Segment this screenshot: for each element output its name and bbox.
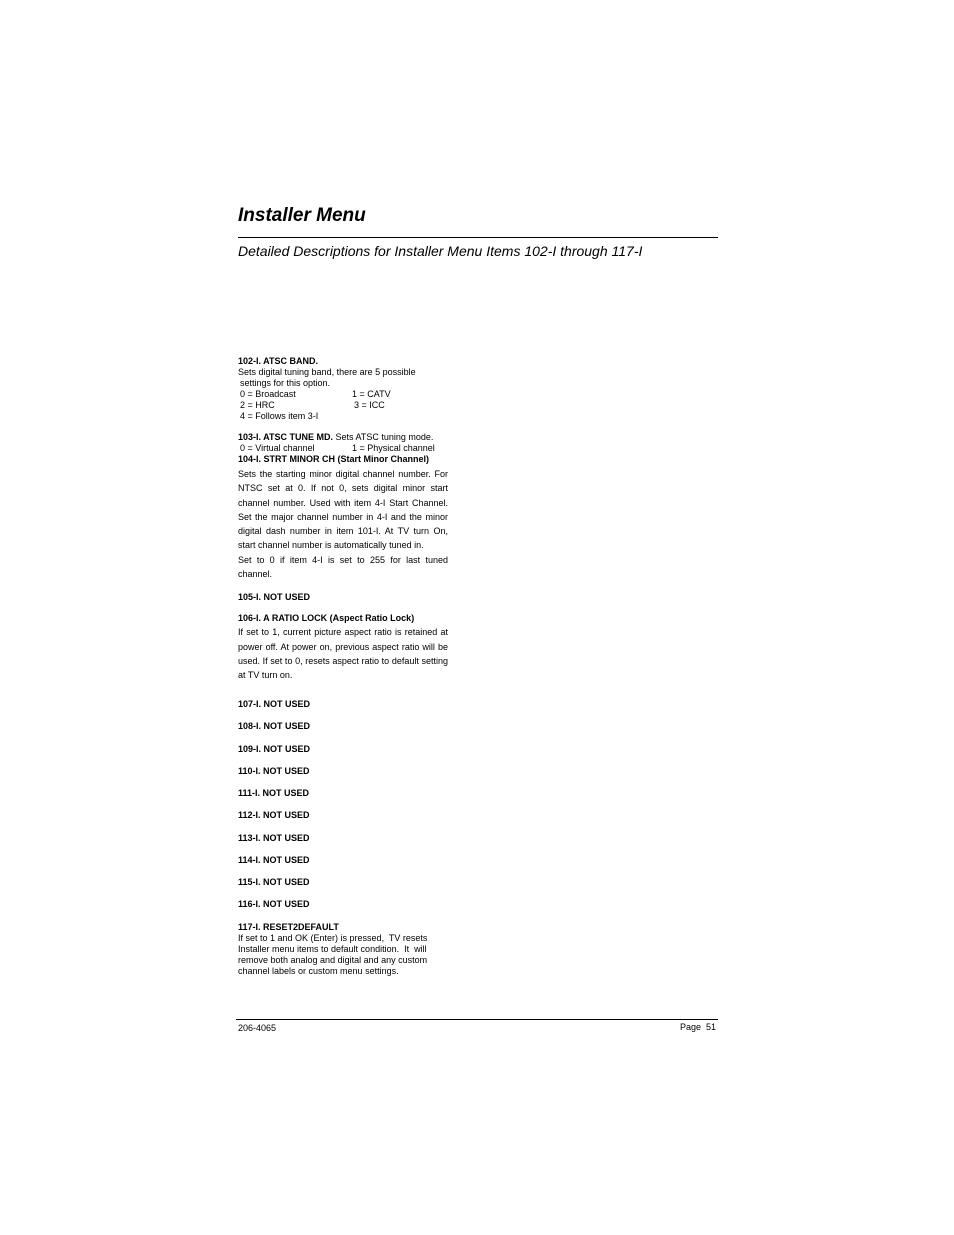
item-heading: 111-I. NOT USED [238,787,310,798]
option-value: 0 = Virtual channel [240,443,315,453]
option-row [238,389,448,400]
page-title: Installer Menu [238,205,366,226]
item-heading: 103-I. ATSC TUNE MD. [238,432,334,442]
item-list [238,356,448,977]
item-heading: 110-I. NOT USED [238,765,310,776]
item-description: Sets ATSC tuning mode. [333,432,434,442]
item-heading: 105-I. NOT USED [238,592,311,603]
item-description: Sets the starting minor digital channel number. For NTSC set at 0. If not 0, sets digital minor start channel number. Used with item 4-I Start Channel. Set the major channel number in 4-I and the minor digital dash number in item 101-I. At TV turn On, start channel number is automatically tuned in. [238,469,448,551]
item-104 [238,454,448,581]
header-rule [238,237,718,238]
option-value: 3 = ICC [354,400,385,410]
item-102 [238,356,448,422]
option-value: 1 = Physical channel [352,443,435,453]
item-heading: 107-I. NOT USED [238,698,311,709]
item-description: channel labels or custom menu settings. [238,965,399,976]
option-value: 4 = Follows item 3-I [240,411,319,421]
item-heading: 104-I. STRT MINOR CH (Start Minor Channel) [238,454,430,464]
item-heading: 102-I. ATSC BAND. [238,356,319,366]
page-label: Page [679,1022,701,1032]
item-heading: 113-I. NOT USED [238,832,310,843]
option-row [238,443,448,454]
item-heading: 114-I. NOT USED [238,854,310,865]
item-description: settings for this option. [240,378,331,388]
item-heading: 115-I. NOT USED [238,876,310,887]
item-description: remove both analog and digital and any custom [238,954,428,965]
page-subtitle: Detailed Descriptions for Installer Menu Items 102-I through 117-I [238,243,643,259]
item-description: If set to 1 and OK (Enter) is pressed, TV resets [238,932,428,943]
option-value: 1 = CATV [352,389,391,399]
item-heading: 106-I. A RATIO LOCK (Aspect Ratio Lock) [238,613,415,624]
item-heading: 108-I. NOT USED [238,720,311,731]
page-number-value: 51 [705,1022,716,1032]
item-heading-line [238,432,448,443]
page-number [680,1022,716,1032]
document-number: 206-4065 [238,1023,277,1033]
item-heading: 109-I. NOT USED [238,743,311,754]
item-106 [238,613,448,682]
item-heading: 117-I. RESET2DEFAULT [238,921,339,932]
option-value: 2 = HRC [240,400,275,410]
footer-rule [236,1019,718,1020]
option-row [238,400,448,411]
item-description: Set to 0 if item 4-I is set to 255 for last tuned channel. [238,554,448,580]
item-description: Installer menu items to default condition. It will [238,943,427,954]
option-value: 0 = Broadcast [240,389,296,399]
item-description: Sets digital tuning band, there are 5 possible [238,367,416,377]
item-description: If set to 1, current picture aspect ratio is retained at power off. At power on, previous aspect ratio will be used. If set to 0, resets aspect ratio to default setting at TV turn on. [238,627,448,681]
item-heading: 116-I. NOT USED [238,898,310,909]
item-heading: 112-I. NOT USED [238,809,310,820]
item-117 [238,922,448,977]
item-103 [238,432,448,454]
